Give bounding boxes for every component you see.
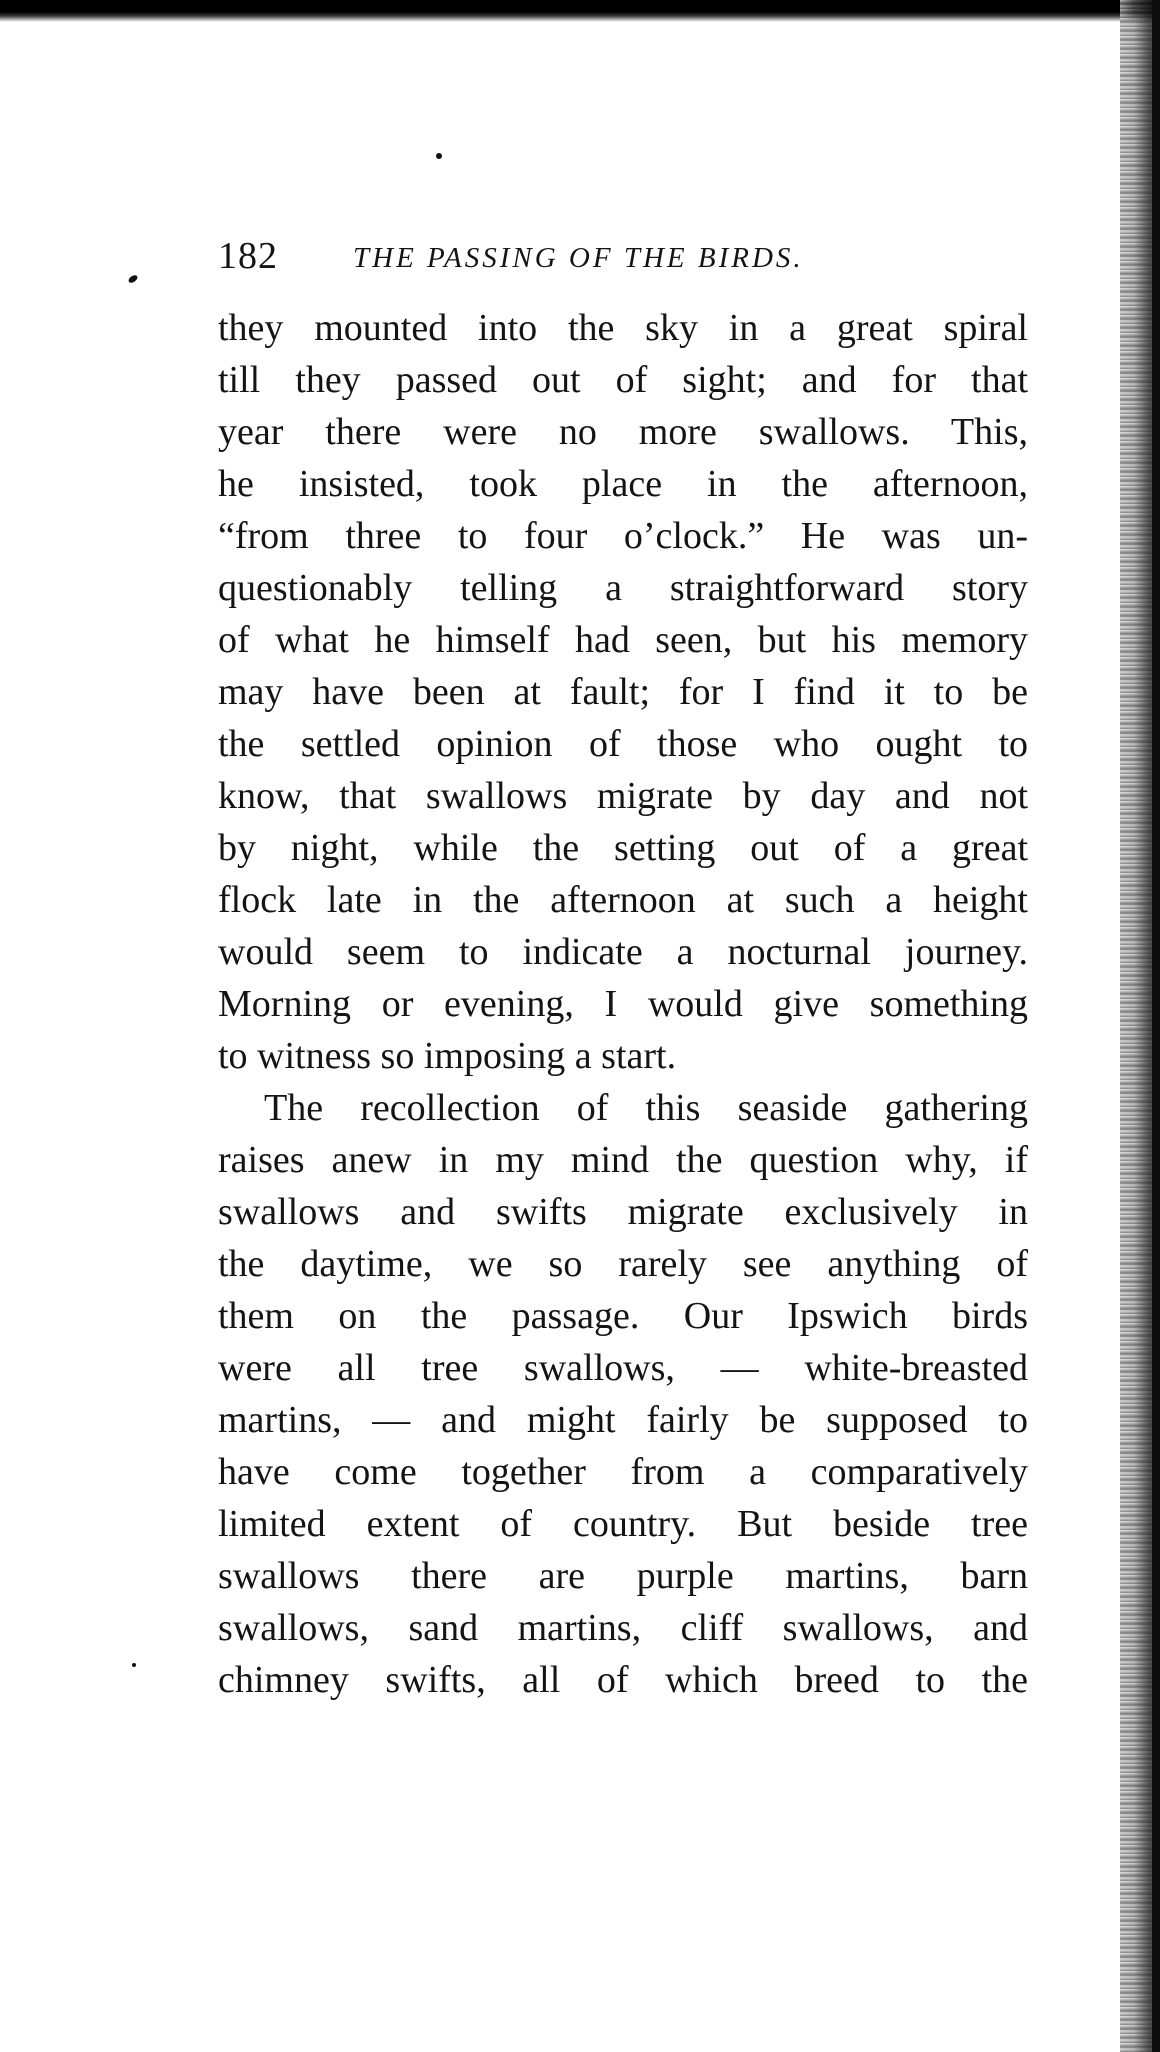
text-line: swallows, sand martins, cliff swallows, and xyxy=(218,1607,1028,1649)
page-header xyxy=(218,228,1028,284)
text-line: “from three to four o’clock.” He was un- xyxy=(218,515,1028,557)
text-line: flock late in the afternoon at such a height xyxy=(218,879,1028,921)
text-line: year there were no more swallows. This, xyxy=(218,411,1028,453)
text-line: questionably telling a straightforward story xyxy=(218,567,1028,609)
page-number: 182 xyxy=(218,235,278,277)
scan-top-edge xyxy=(0,0,1160,22)
ink-speck xyxy=(132,1663,136,1667)
text-line: have come together from a comparatively xyxy=(218,1451,1028,1493)
text-line: martins, — and might fairly be supposed to xyxy=(218,1399,1028,1441)
text-line: chimney swifts, all of which breed to the xyxy=(218,1659,1028,1701)
text-line: the settled opinion of those who ought to xyxy=(218,723,1028,765)
scan-right-edge xyxy=(1152,0,1160,2052)
text-line: would seem to indicate a nocturnal journey. xyxy=(218,931,1028,973)
text-line: he insisted, took place in the afternoon, xyxy=(218,463,1028,505)
ink-speck xyxy=(436,153,442,159)
text-line: them on the passage. Our Ipswich birds xyxy=(218,1295,1028,1337)
text-line: limited extent of country. But beside tree xyxy=(218,1503,1028,1545)
text-line: raises anew in my mind the question why, if xyxy=(218,1139,1028,1181)
text-line: by night, while the setting out of a great xyxy=(218,827,1028,869)
text-line: they mounted into the sky in a great spiral xyxy=(218,307,1028,349)
text-line: to witness so imposing a start. xyxy=(218,1035,677,1077)
text-line: Morning or evening, I would give something xyxy=(218,983,1028,1025)
text-line: of what he himself had seen, but his memory xyxy=(218,619,1028,661)
text-line: know, that swallows migrate by day and not xyxy=(218,775,1028,817)
text-line: The recollection of this seaside gathering xyxy=(264,1087,1028,1129)
text-line: may have been at fault; for I find it to be xyxy=(218,671,1028,713)
body-text xyxy=(218,302,1028,1706)
text-line: were all tree swallows, — white-breasted xyxy=(218,1347,1028,1389)
text-line: swallows and swifts migrate exclusively in xyxy=(218,1191,1028,1233)
ink-speck xyxy=(127,274,139,285)
text-line: swallows there are purple martins, barn xyxy=(218,1555,1028,1597)
running-title: THE PASSING OF THE BIRDS. xyxy=(353,242,804,274)
text-line: the daytime, we so rarely see anything of xyxy=(218,1243,1028,1285)
text-line: till they passed out of sight; and for that xyxy=(218,359,1028,401)
